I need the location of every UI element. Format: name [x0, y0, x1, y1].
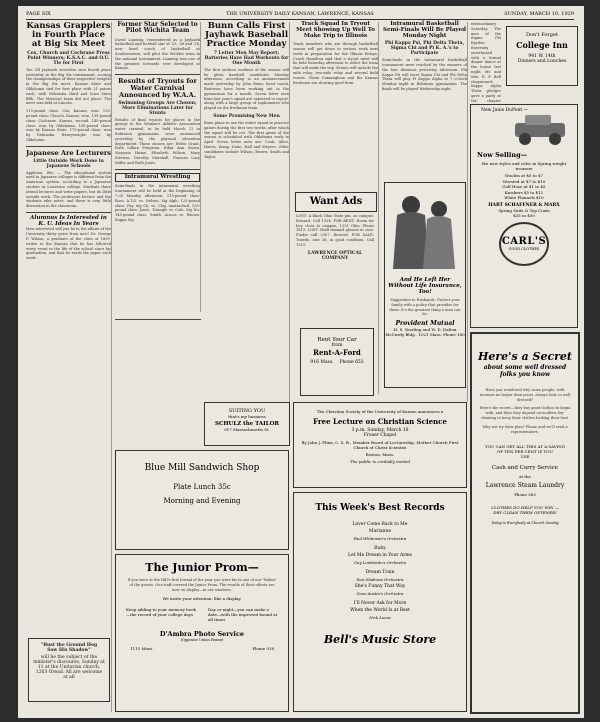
provident-title: And He Left Her Without Life Insurance, Too!: [388, 277, 462, 295]
story-japanese: Appleton, Wis. — The educational system used in Japanese colleges is different from the American system, according to a Japanese student at Lawrence college. Students there attend lectures and write papers, but do little outside work. The professors lecture and the students take notes, and there is very little discussion in the classroom.: [26, 170, 111, 209]
secret-p1: Have you wondered why some people, with incomes no larger than yours, always look so well dressed?: [479, 388, 571, 402]
carls-item: Worsted at $7 to $10: [502, 178, 546, 184]
want-ads-title: Want Ads: [309, 196, 363, 207]
widow-illustration: [387, 185, 463, 271]
college-inn-tagline: Dinners and Lunches: [517, 59, 567, 64]
college-inn-ad: [506, 26, 578, 86]
record-item: Lover Come Back to Me: [352, 522, 408, 527]
prom-invite: We invite your attention, like a display.: [162, 596, 242, 602]
lecture-place: Fraser Chapel: [363, 433, 397, 438]
record-item: Dream Train: [365, 570, 395, 575]
secret-subtitle: about some well dressed folks you know: [483, 364, 567, 378]
car-wheel-left: [519, 133, 531, 145]
secret-save1: YOU CAN GET ALL THIS AT A SAVING: [485, 444, 565, 450]
car-wheel-right: [549, 133, 561, 145]
carls-item: Golf Hose at $1 to $5: [502, 184, 546, 189]
carls-label: New Janis DuPont —: [481, 108, 529, 113]
carls-brand: HART SCHAFFNER & MARX: [488, 202, 560, 208]
story-track: Track members who are through basketball season will get down to serious work next week in preparation for the Illinois Relays. Coach Hamilton said that a tryout meet will be held Saturday afternoon to select the team that will make the trip. Events will include the mile relay, two-mile relay and several field events. Glenn Cunningham and the Kansas freshmen are showing good form.: [293, 42, 378, 85]
bells-records-ad: [293, 492, 467, 712]
record-artist: Sun Gladness Orchestra: [356, 577, 404, 582]
figure-head-left: [402, 196, 420, 214]
carls-item-list: [471, 173, 577, 201]
blue-mill-name: Blue Mill Sandwich Shop: [144, 463, 260, 473]
column-6-story: [471, 22, 501, 103]
story-society: extraordinary Saturday. The men of the Sigma Phi Epsilon fraternity entertained with a formal dinner dance at the house last night. Mr. and Mrs. E. F. Bell chaperoned. Kappa Alpha Theta pledges gave a party at the chapter: [471, 22, 501, 103]
prom-text: If you were at the Hill's first formal of the year you were far in one of our "Robin" of the guests. Our staff covered the Junior Prom. The results of their efforts are now on display—in our windows.: [127, 578, 277, 592]
story-grapplers-results: 115-pound class: Cox, Kansas, won. 125-pound class: Church, Kansas, won. 135-pound class: Cochrane, Kansas, second. 145-pound class: won by Oklahoma. 158-pound class: won by Kansas State. 175-pound class: won by Nebraska. Heavyweight: won by Oklahoma.: [26, 109, 111, 142]
carls-brand2: Spring Suits & Top Coats: [498, 207, 550, 213]
story-baseball: The first outdoor workout of the season will be given baseball candidates Monday afternoon, according to an announcement made yesterday by John Bunn, head coach. Batteries have been working out in the gymnasium for a month. Seven letter men from last year's squad are expected to report, along with a large group of sophomores who played on the freshman team.: [204, 67, 289, 111]
secret-save2: OF TEN PER CENT IF YOU: [497, 449, 553, 455]
provident-mutual-ad: [384, 182, 466, 388]
headline-basketball: Intramural Basketball Semi-Finals Will Be Played Monday Night: [383, 21, 466, 39]
record-artist: Gene Austin's Orchestra: [356, 591, 404, 596]
headline-water-carnival: Results of Tryouts for Water Carnival Announced by W.A.A.: [118, 77, 197, 99]
story-basketball: Semi-finals in the intramural basketball tournament were reached by the winners of the four divisions yesterday afternoon. Phi Kappa Psi will meet Sigma Chi and Phi Delta Theta will play Pi Kappa Alpha at 7 o'clock Monday night in Robinson gymnasium. The finals will be played Wednesday night.: [382, 58, 467, 92]
subhead-new-men: Some Promising New Men: [213, 113, 280, 119]
records-title: This Week's Best Records: [315, 503, 445, 513]
column-2-lower: [115, 316, 201, 446]
records-list: [294, 521, 466, 621]
lecture-time: 3 p.m. Sunday, March 10: [351, 428, 409, 433]
story-alumnus: How interested will you be in the affairs of the University thirty years from now? Dr. George F. Wilson, a graduate of the class of 1899, writes to the Kansan that he has followed every event in the life of the school since his graduation, and that he reads the paper each week.: [26, 227, 111, 261]
subhead-grapplers: Cox, Church and Cochrane Press Point Winners; K.S.A.C. and O.U. Tie for First: [27, 50, 110, 66]
record-item: Let Me Dream in Your Arms: [348, 553, 412, 558]
carls-intro: the new styles and color in Spring weight trousers: [481, 161, 567, 171]
prom-studio-sub: (Opposite Union House): [180, 638, 224, 643]
laundry-name: Lawrence Steam Laundry: [485, 482, 565, 490]
carls-logo-subtext: GOOD CLOTHES: [508, 247, 540, 251]
unitarian-line3: will be the subject of the minister's discourse, Sunday at 11 at the Unitarian church, 1263 Oread. All are welcome at all: [33, 655, 105, 680]
record-item: She's Funny That Way: [354, 584, 406, 589]
now-selling: Now Selling—: [477, 151, 528, 159]
unitarian-line1: "Bust the Ground Hog: [40, 643, 98, 648]
unitarian-ad: [28, 638, 110, 702]
figure-body-right: [423, 216, 455, 269]
want-ads-list: [296, 214, 374, 324]
prom-studio-name: D'Ambra Photo Service: [159, 630, 245, 639]
secret-title: Here's a Secret: [477, 350, 573, 363]
laundry-phone: Phone 383: [514, 492, 536, 498]
column-3: [204, 22, 290, 402]
rent-a-ford-ad: [300, 328, 374, 396]
junior-prom-ad: [115, 554, 289, 712]
carls-item: Woolen at $5 to $7: [504, 173, 544, 178]
secret-save5: at the: [519, 474, 531, 480]
car-illustration: [511, 113, 571, 149]
secret-p3: Why not try their plan? Phone and we'll send a representative.: [482, 424, 568, 434]
story-intramural-wrestling: Semi-finals in the intramural wrestling tournament will be held at the beginning of 7:30 Monday afternoon. 115-pound class: Ross, A.T.O. vs. Nelson, Sig Alph. 125-pound class: Fay, Sig Ch. vs. Clay, unattached. 135-pound class: Jones, Triangle vs. Cole, Sig Nu. 145-pound class: Smith, Acacia vs. Brown, Kappa Sig.: [115, 184, 200, 222]
carls-clothing-ad: [470, 104, 578, 328]
figure-head-right: [431, 201, 447, 217]
rent-line3: Rent-A-Ford: [313, 348, 361, 357]
rent-line2: from: [331, 343, 343, 348]
lecture-city: Boston, Mass.: [365, 452, 395, 457]
optical-ad-name: LAWRENCE OPTICAL COMPANY: [307, 250, 363, 261]
secret-save4: Cash and Carry Service: [491, 465, 559, 472]
want-ads-heading-box: [295, 192, 377, 212]
lecture-title: Free Lecture on Christian Science: [313, 417, 447, 426]
headline-alumnus: Alumnus Is Interested in K. U. Ideas In Years: [30, 214, 107, 227]
blue-mill-hours: Morning and Evening: [163, 497, 241, 505]
carls-price: $35 to $50: [513, 212, 535, 218]
schulz-line2: that's my business: [228, 414, 266, 419]
college-inn-line1: Don't Forget: [526, 32, 558, 38]
schulz-name: SCHULZ the TAILOR: [215, 421, 279, 427]
record-artist: Paul Whiteman's Orchestra: [353, 536, 407, 541]
story-water-carnival: Results of final tryouts for places in the groups in the Women's Athletic Association water carnival, to be held March 21 in Robinson gymnasium, were announced yesterday by the physical education department. Those chosen are: Helen Grant, Ruth Lillian Ferguson, Edna Ann Swain, Marjorie Hume, Elizabeth Wilson, Mary Stevens, Dorothy Marshall, Frances Lucy Miller and Ruth Jones.: [115, 117, 200, 165]
prom-title: The Junior Prom—: [145, 561, 259, 574]
provident-text: Suggestion to Husbands: Protect your family with a policy that provides for them. It's the greatest thing a man can do.: [389, 298, 461, 317]
car-top: [525, 115, 551, 125]
story-new-men: Bunn plans to use the entire squad in practice games during the first two weeks, after which the squad will be cut. The first game of the season is scheduled with Oklahoma early in April. Seven letter men are: Cook, Allen, Harris, Kemp, Dunn, Hall and Meyers. Other candidates include Wilson, Brown, Smith and Taylor.: [204, 120, 289, 159]
carls-item: Knickers $5 to $12: [504, 189, 544, 195]
subhead-basketball: Phi Kappa Psi, Phi Delta Theta, Sigma Chi and Pi K. A.'s to Participate: [384, 41, 465, 57]
secret-slogan3: Today is Everybody at Church Sunday: [491, 521, 559, 526]
issue-date: SUNDAY, MARCH 10, 1929: [504, 11, 574, 17]
prom-address: 1115 Mass.: [130, 646, 154, 652]
lecture-ad: [293, 402, 467, 488]
story-grapplers: Ten Oll Jayhawk wrestlers won fourth place yesterday in the Big Six tournament, scoring the championships of their respective weights in the Big Six meet. Kansas State and Oklahoma tied for first place with 21 points each, with Nebraska third and Iowa State fifth. The Missouri team did not place. The meet was held at Lincoln.: [26, 67, 111, 106]
unitarian-line2: Saw His Shadow": [47, 648, 91, 653]
rent-phone: Phone 653: [339, 360, 364, 365]
carls-item: White Flannels $10: [504, 195, 544, 200]
prom-right-note: Day or night—you can make a date—with the improved bound at all times: [208, 607, 278, 623]
provident-agent: H. S. Yearling and W. D. Dalton: [393, 327, 457, 333]
story-former-star: David Lanning, remembered as a Jayhawk basketball and football star of '25, '26 and '28, now head coach of basketball at Southwestern, will pilot the Wichita team in the national tournament. Lanning was one of the greatest forwards ever developed at Kansas.: [115, 37, 200, 71]
headline-japanese: Japanese Are Lecturers: [26, 148, 111, 157]
figure-body-left: [393, 212, 429, 269]
blue-mill-ad: [115, 450, 289, 550]
schulz-tailor-ad: [204, 402, 290, 446]
blue-mill-plate-lunch: Plate Lunch 35c: [173, 483, 231, 491]
column-2: [115, 22, 201, 312]
lecture-speaker: By John J. Flinn, C. S. B., Member Board of Lectureship, Mother Church First Church of Christ Scientist: [301, 440, 459, 450]
college-inn-address: 941 W. 14th: [528, 54, 556, 59]
headline-grapplers: Kansas Grapplers in Fourth Place at Big Six Meet: [26, 21, 111, 49]
headline-track: Track Squad In Tryout Meet Showing Up Well To Make Trip to Illinois: [296, 21, 375, 39]
college-inn-name: College Inn: [516, 40, 568, 50]
bells-music-store: Bell's Music Store: [323, 633, 437, 646]
newspaper-page: [18, 6, 584, 718]
prom-phone: Phone 918: [252, 646, 274, 652]
page-number: PAGE SIX: [26, 11, 51, 17]
column-1: [26, 22, 112, 712]
carls-logo-text: CARL'S: [501, 236, 547, 247]
page-header: [26, 9, 574, 20]
headline-former-star: Former Star Selected to Pilot Wichita Team: [117, 21, 198, 35]
secret-save3: USE: [520, 454, 530, 460]
subhead-baseball: 7 Letter Men May Report; Batteries Have Had Workouts for One Month: [204, 50, 289, 66]
schulz-address: 917 Massachusetts St.: [224, 427, 270, 432]
carls-logo: [499, 222, 549, 266]
secret-slogan2: DRY CLEAN THEM OFTENER!: [493, 510, 557, 516]
record-item: Ruby: [374, 546, 386, 551]
headline-intramural-wrestling: Intramural Wrestling: [115, 173, 200, 183]
secret-p2: Here's the secret—they buy good clothes to begin with, and then they depend on modern dry-cleaning to keep their clothes looking their best.: [479, 406, 571, 420]
secret-slogan1: CLOTHES DO HELP YOU WIN —: [491, 505, 559, 511]
laundry-ad: [470, 332, 580, 714]
lecture-intro: The Christian Society of the University of Kansas announces a: [316, 409, 444, 414]
rent-line1: Rent Your Car: [317, 337, 357, 343]
record-artist: Guy Lombardo's Orchestra: [354, 560, 406, 565]
provident-address: McCurdy Bldg., 1021 Mass. Phone 180: [385, 332, 465, 338]
prom-left-note: Keep adding to your memory book—the record of your college days: [126, 607, 196, 618]
record-item: Marianne: [368, 529, 392, 534]
record-item: I'll Never Ask for More: [353, 601, 407, 606]
want-ads-text: LOST: A black Ohio State pin, on campus. Reward. Call 1924. FOR RENT: Room for boy, close to campus, 1231 Ohio. Phone 1819. LOST: Shell rimmed glasses in case. Finder call 2307. Reward. FOR SALE: Tuxedo, size 38, in good condition. Call 1515.: [296, 214, 374, 247]
paper-title: THE UNIVERSITY DAILY KANSAN, LAWRENCE, KANSAS: [226, 11, 374, 17]
rent-address: 916 Mass.: [310, 360, 334, 365]
subhead-water-carnival: Swimming Groups Are Chosen; More Eliminations Later for Stunts: [118, 100, 197, 116]
subhead-japanese: Little Outside Work Done in Japanese Schools: [33, 158, 104, 169]
record-item: When the World Is at Rest: [350, 608, 410, 613]
headline-baseball: Bunn Calls First Jayhawk Baseball Practice Monday: [204, 21, 289, 49]
schulz-line1: SUITING YOU: [228, 408, 266, 414]
lecture-public: The public is cordially invited: [349, 459, 411, 464]
record-artist: Nick Lucas: [369, 615, 391, 620]
provident-name: Provident Mutual: [395, 320, 455, 328]
